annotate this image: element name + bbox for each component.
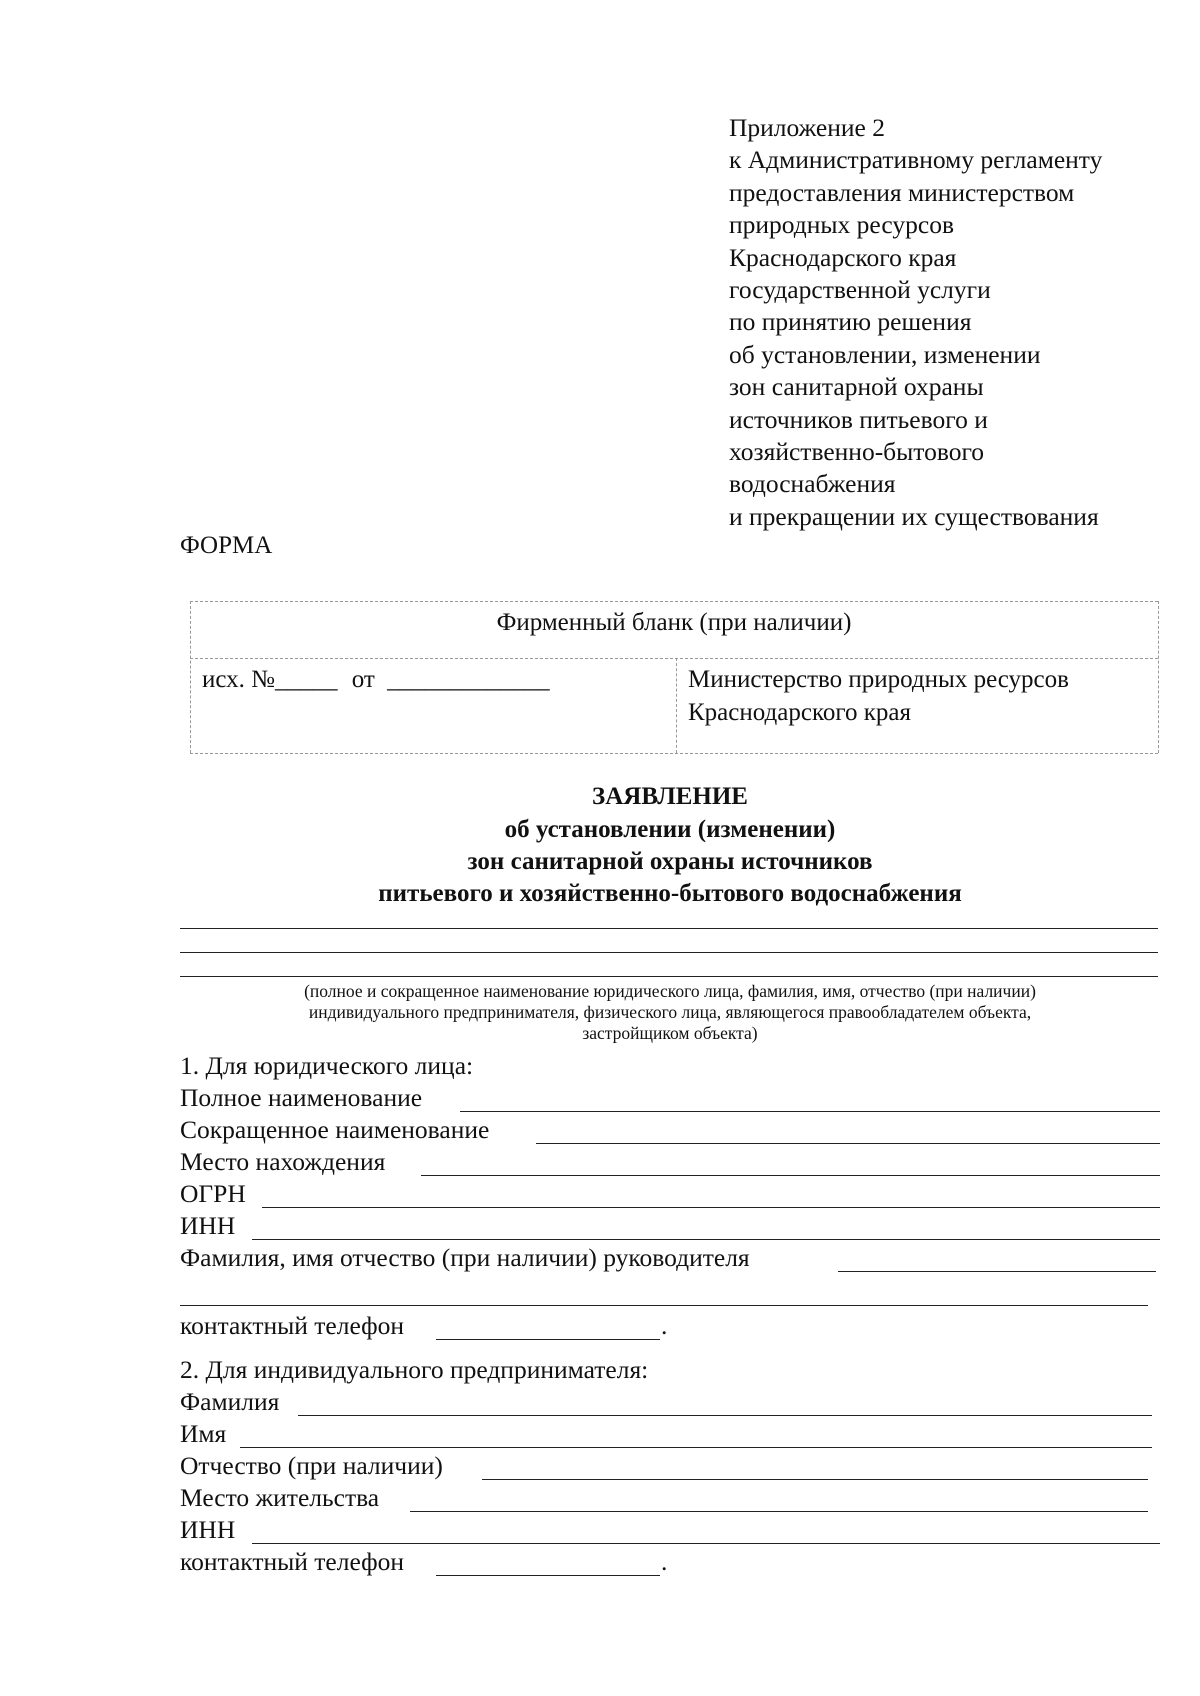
residence-field[interactable]: [410, 1511, 1148, 1512]
letterhead-middle-border: [190, 658, 1158, 659]
head-name-label: Фамилия, имя отчество (при наличии) руководителя: [180, 1243, 750, 1272]
appendix-line: к Административному регламенту: [729, 145, 1103, 175]
recipient-line-2: Краснодарского края: [688, 699, 911, 726]
legal-inn-label: ИНН: [180, 1211, 236, 1240]
document-subtitle-2: зон санитарной охраны источников: [467, 848, 873, 875]
residence-label: Место жительства: [180, 1483, 380, 1512]
appendix-line: по принятию решения: [729, 307, 972, 337]
legal-phone-period: .: [661, 1311, 668, 1340]
form-label: ФОРМА: [180, 532, 273, 559]
document-subtitle-1: об установлении (изменении): [504, 816, 836, 843]
appendix-line: зон санитарной охраны: [729, 372, 984, 402]
short-name-label: Сокращенное наименование: [180, 1115, 490, 1144]
entrepreneur-phone-field[interactable]: [436, 1575, 660, 1576]
legal-phone-label: контактный телефон: [180, 1311, 404, 1340]
appendix-line: Краснодарского края: [729, 242, 957, 272]
surname-label: Фамилия: [180, 1387, 280, 1416]
applicant-note-line-1: (полное и сокращенное наименование юридического лица, фамилия, имя, отчество (при наличии): [304, 981, 1036, 1001]
entrepreneur-inn-field[interactable]: [252, 1543, 1160, 1544]
appendix-block: [729, 112, 1102, 533]
location-field[interactable]: [421, 1175, 1160, 1176]
outgoing-number-field[interactable]: _____: [275, 666, 338, 693]
applicant-line-2[interactable]: [180, 952, 1158, 953]
letterhead-column-divider: [676, 658, 677, 753]
legal-phone-field[interactable]: [436, 1339, 660, 1340]
first-name-field[interactable]: [240, 1447, 1152, 1448]
ogrn-label: ОГРН: [180, 1179, 246, 1208]
appendix-line: государственной услуги: [729, 275, 991, 305]
appendix-line: хозяйственно-бытового: [729, 437, 985, 467]
legal-entity-heading: 1. Для юридического лица:: [180, 1051, 474, 1080]
document-subtitle-3: питьевого и хозяйственно-бытового водоснабжения: [378, 880, 962, 907]
appendix-line: источников питьевого и: [729, 404, 988, 434]
document-title: ЗАЯВЛЕНИЕ: [592, 783, 748, 810]
full-name-field[interactable]: [460, 1111, 1160, 1112]
applicant-line-1[interactable]: [180, 928, 1158, 929]
appendix-line: природных ресурсов: [729, 210, 954, 240]
first-name-label: Имя: [180, 1419, 227, 1448]
outgoing-number-row: [202, 664, 550, 695]
short-name-field[interactable]: [536, 1143, 1160, 1144]
letterhead-header: Фирменный бланк (при наличии): [496, 609, 852, 636]
patronymic-field[interactable]: [482, 1479, 1148, 1480]
letterhead-top-border: [190, 601, 1158, 602]
legal-inn-field[interactable]: [252, 1239, 1160, 1240]
head-name-continuation-field[interactable]: [180, 1305, 1148, 1306]
ogrn-field[interactable]: [262, 1207, 1160, 1208]
entrepreneur-heading: 2. Для индивидуального предпринимателя:: [180, 1355, 649, 1384]
letterhead-bottom-border: [190, 753, 1158, 754]
outgoing-date-label: от: [351, 666, 375, 693]
patronymic-label: Отчество (при наличии): [180, 1451, 443, 1480]
appendix-line: об установлении, изменении: [729, 339, 1041, 369]
appendix-line: и прекращении их существования: [729, 501, 1099, 531]
appendix-line: предоставления министерством: [729, 177, 1075, 207]
surname-field[interactable]: [298, 1415, 1152, 1416]
location-label: Место нахождения: [180, 1147, 386, 1176]
entrepreneur-inn-label: ИНН: [180, 1515, 236, 1544]
outgoing-number-label: исх. №: [202, 666, 275, 693]
outgoing-date-field[interactable]: _____________: [387, 666, 550, 693]
applicant-note-line-3: застройщиком объекта): [582, 1023, 758, 1043]
appendix-line: Приложение 2: [729, 113, 885, 142]
entrepreneur-phone-label: контактный телефон: [180, 1547, 404, 1576]
full-name-label: Полное наименование: [180, 1083, 423, 1112]
applicant-line-3[interactable]: [180, 976, 1158, 977]
recipient-line-1: Министерство природных ресурсов: [688, 666, 1069, 693]
entrepreneur-phone-period: .: [661, 1547, 668, 1576]
letterhead-right-border: [1158, 601, 1159, 753]
applicant-note-line-2: индивидуального предпринимателя, физического лица, являющегося правообладателем объекта,: [308, 1002, 1032, 1022]
head-name-field[interactable]: [838, 1271, 1156, 1272]
appendix-line: водоснабжения: [729, 469, 896, 499]
